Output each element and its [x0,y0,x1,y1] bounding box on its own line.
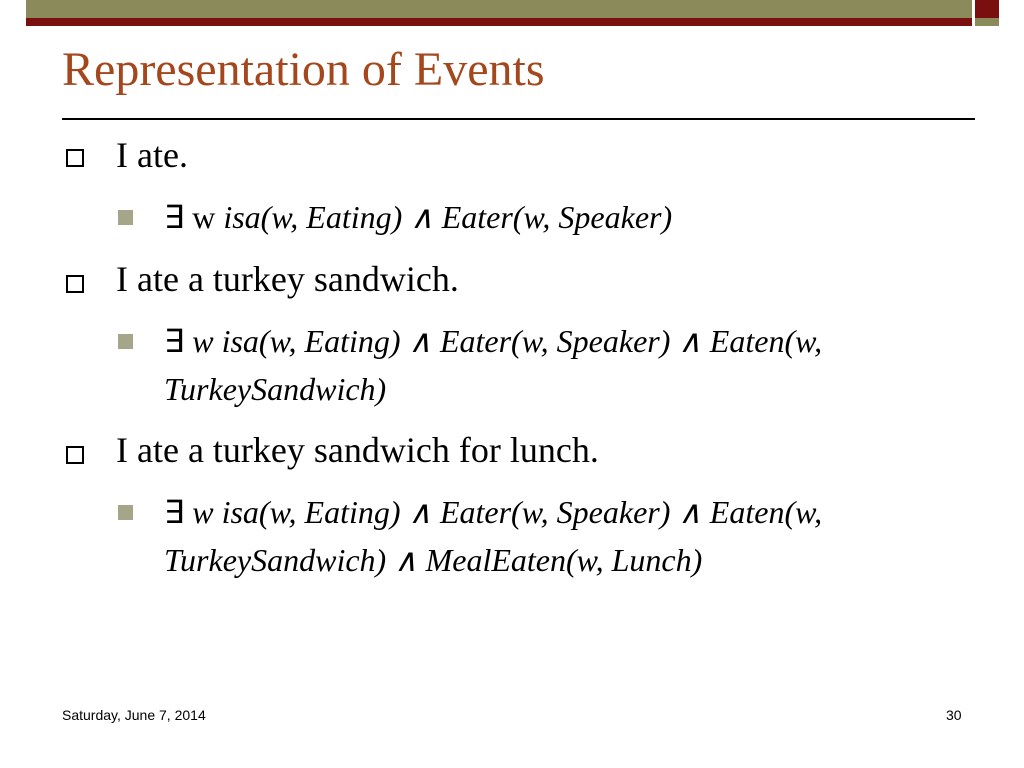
formula-text [164,317,904,413]
filled-square-bullet-icon [118,210,133,225]
formula-body: isa(w, Eating) ∧ Eater(w, Speaker) [223,199,673,235]
filled-square-bullet-icon [118,334,133,349]
bullet-text: I ate a turkey sandwich. [116,259,459,299]
hollow-square-bullet-icon [66,446,84,464]
exists-symbol: ∃ [164,323,185,359]
bullet-text: I ate a turkey sandwich for lunch. [116,430,599,470]
filled-square-bullet-icon [118,505,133,520]
formula-body: w isa(w, Eating) ∧ Eater(w, Speaker) ∧ Eaten(w, TurkeySandwich) [164,323,823,407]
formula-text [164,193,904,241]
formula-variable: w [192,199,216,235]
page-number: 30 [946,707,962,723]
exists-symbol: ∃ [164,199,185,235]
formula-body: w isa(w, Eating) ∧ Eater(w, Speaker) ∧ Eaten(w, TurkeySandwich) ∧ MealEaten(w, Lunch) [164,494,823,578]
bullet-text: I ate. [116,135,188,175]
hollow-square-bullet-icon [66,275,84,293]
hollow-square-bullet-icon [66,149,84,167]
exists-symbol: ∃ [164,494,185,530]
formula-text [164,488,904,584]
footer-date: Saturday, June 7, 2014 [62,707,206,723]
slide-title: Representation of Events [62,43,545,96]
